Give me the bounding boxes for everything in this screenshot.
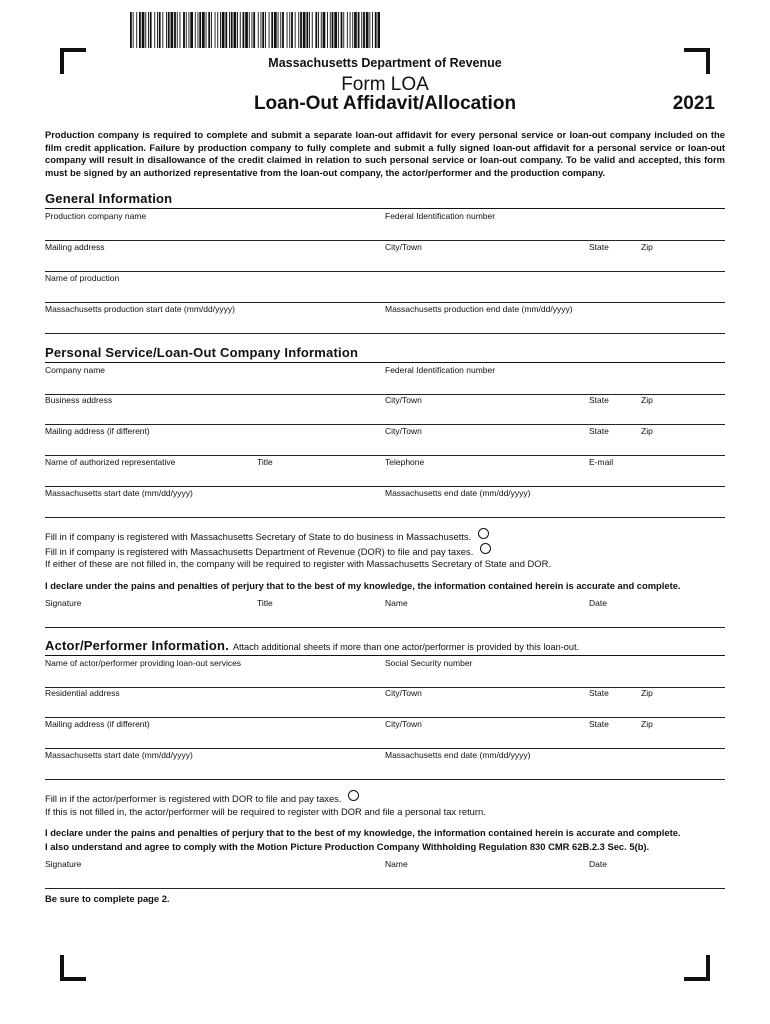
- actor-registration-note: If this is not filled in, the actor/performer will be required to register with DOR and file a personal tax return.: [45, 806, 486, 817]
- dor-registered-line: [45, 543, 491, 557]
- residential-state-label: State: [589, 688, 609, 698]
- production-federal-id-field[interactable]: [385, 222, 719, 239]
- production-zip-field[interactable]: [641, 253, 725, 270]
- actor-start-date-label: Massachusetts start date (mm/dd/yyyy): [45, 750, 193, 760]
- company-end-date-label: Massachusetts end date (mm/dd/yyyy): [385, 488, 531, 498]
- company-start-date-label: Massachusetts start date (mm/dd/yyyy): [45, 488, 193, 498]
- company-sig-title-label: Title: [257, 598, 273, 608]
- company-start-date-field[interactable]: [45, 499, 379, 516]
- actor-mailing-address-field[interactable]: [45, 730, 379, 747]
- business-zip-field[interactable]: [641, 406, 725, 423]
- federal-id-label: Federal Identification number: [385, 211, 496, 221]
- actor-mailing-zip-field[interactable]: [641, 730, 725, 747]
- production-company-name-field[interactable]: [45, 222, 379, 239]
- corner-mark-bottom-right: [684, 955, 710, 981]
- actor-information-heading: [45, 638, 579, 653]
- personal-row-4: [45, 455, 725, 487]
- barcode-image: [128, 12, 380, 48]
- ssn-field[interactable]: [385, 669, 719, 686]
- actor-mailing-city-label: City/Town: [385, 719, 422, 729]
- business-zip-label: Zip: [641, 395, 653, 405]
- zip-label: Zip: [641, 242, 653, 252]
- actor-end-date-label: Massachusetts end date (mm/dd/yyyy): [385, 750, 531, 760]
- personal-row-2: [45, 393, 725, 425]
- company-sig-date-label: Date: [589, 598, 607, 608]
- general-row-2: [45, 240, 725, 272]
- general-information-heading: General Information: [45, 191, 173, 206]
- form-number: Form LOA: [341, 74, 429, 95]
- rep-title-label: Title: [257, 457, 273, 467]
- personal-row-5: [45, 486, 725, 518]
- production-city-field[interactable]: [385, 253, 584, 270]
- production-start-date-field[interactable]: [45, 315, 379, 332]
- company-sig-name-field[interactable]: [385, 609, 584, 626]
- company-mailing-state-field[interactable]: [589, 437, 638, 454]
- actor-sig-date-field[interactable]: [589, 870, 723, 887]
- production-state-field[interactable]: [589, 253, 638, 270]
- actor-name-label: Name of actor/performer providing loan-out services: [45, 658, 242, 668]
- production-end-date-label: Massachusetts production end date (mm/dd/yyyy): [385, 304, 573, 314]
- name-of-production-label: Name of production: [45, 273, 120, 283]
- business-address-field[interactable]: [45, 406, 379, 423]
- sos-registered-radio[interactable]: [478, 528, 489, 539]
- complete-page-2-note: Be sure to complete page 2.: [45, 893, 170, 904]
- company-mailing-zip-label: Zip: [641, 426, 653, 436]
- telephone-field[interactable]: [385, 468, 584, 485]
- actor-dor-radio[interactable]: [348, 790, 359, 801]
- department-name: Massachusetts Department of Revenue: [268, 56, 502, 70]
- actor-declaration-2: I also understand and agree to comply with the Motion Picture Production Company Withholding Regulation 830 CMR 62B.2.3 Sec. 5(b).: [45, 841, 650, 852]
- actor-heading-title: Actor/Performer Information.: [45, 638, 230, 653]
- email-label: E-mail: [589, 457, 614, 467]
- actor-heading-note: Attach additional sheets if more than one actor/performer is provided by this loan-out.: [232, 642, 580, 652]
- residential-zip-field[interactable]: [641, 699, 725, 716]
- actor-signature-row: [45, 857, 725, 889]
- city-town-label: City/Town: [385, 242, 422, 252]
- business-city-label: City/Town: [385, 395, 422, 405]
- actor-mailing-zip-label: Zip: [641, 719, 653, 729]
- dor-registered-text: Fill in if company is registered with Massachusetts Department of Revenue (DOR) to file and pay taxes.: [45, 546, 474, 557]
- company-federal-id-field[interactable]: [385, 376, 719, 393]
- telephone-label: Telephone: [385, 457, 425, 467]
- actor-sig-name-label: Name: [385, 859, 408, 869]
- residential-city-field[interactable]: [385, 699, 584, 716]
- residential-address-field[interactable]: [45, 699, 379, 716]
- production-company-name-label: Production company name: [45, 211, 147, 221]
- company-name-field[interactable]: [45, 376, 379, 393]
- residential-city-label: City/Town: [385, 688, 422, 698]
- residential-address-label: Residential address: [45, 688, 120, 698]
- company-signature-label: Signature: [45, 598, 82, 608]
- authorized-rep-label: Name of authorized representative: [45, 457, 176, 467]
- company-mailing-state-label: State: [589, 426, 609, 436]
- form-title: Loan-Out Affidavit/Allocation: [253, 93, 517, 114]
- personal-service-heading: Personal Service/Loan-Out Company Information: [45, 345, 359, 360]
- business-city-field[interactable]: [385, 406, 584, 423]
- form-year: 2021: [672, 93, 715, 114]
- company-sig-name-label: Name: [385, 598, 408, 608]
- ssn-label: Social Security number: [385, 658, 473, 668]
- production-start-date-label: Massachusetts production start date (mm/dd/yyyy): [45, 304, 235, 314]
- actor-mailing-state-field[interactable]: [589, 730, 638, 747]
- production-mailing-address-field[interactable]: [45, 253, 379, 270]
- dor-registered-radio[interactable]: [480, 543, 491, 554]
- name-of-production-field[interactable]: [45, 284, 719, 301]
- mailing-address-label: Mailing address: [45, 242, 105, 252]
- company-signature-field[interactable]: [45, 609, 254, 626]
- actor-signature-label: Signature: [45, 859, 82, 869]
- actor-row-3: [45, 717, 725, 749]
- business-state-label: State: [589, 395, 609, 405]
- company-sig-title-field[interactable]: [257, 609, 381, 626]
- actor-row-1: [45, 655, 725, 688]
- business-state-field[interactable]: [589, 406, 638, 423]
- registration-note: If either of these are not filled in, the company will be required to register with Massachusetts Secretary of State and DOR.: [45, 558, 551, 569]
- actor-end-date-field[interactable]: [385, 761, 719, 778]
- actor-mailing-state-label: State: [589, 719, 609, 729]
- company-mailing-city-label: City/Town: [385, 426, 422, 436]
- company-mailing-city-field[interactable]: [385, 437, 584, 454]
- residential-state-field[interactable]: [589, 699, 638, 716]
- general-row-1: [45, 208, 725, 241]
- intro-instructions: Production company is required to complete and submit a separate loan-out affidavit for every personal service or loan-out company included on the film credit application. Failure by production company to fully complete and submit a fully signed loan-out affidavit for a personal service or loan-out company will result in disallowance of the credit claimed in relation to such personal service or loan-out company. To be valid and accepted, this form must be signed by an authorized representative from the loan-out company, the actor/performer and the production company.: [45, 129, 725, 178]
- company-mailing-zip-field[interactable]: [641, 437, 725, 454]
- company-sig-date-field[interactable]: [589, 609, 723, 626]
- company-name-label: Company name: [45, 365, 106, 375]
- actor-sig-name-field[interactable]: [385, 870, 584, 887]
- actor-mailing-city-field[interactable]: [385, 730, 584, 747]
- actor-dor-line: [45, 790, 359, 804]
- state-label: State: [589, 242, 609, 252]
- company-mailing-address-label: Mailing address (if different): [45, 426, 150, 436]
- general-row-4: [45, 302, 725, 334]
- sos-registered-text: Fill in if company is registered with Massachusetts Secretary of State to do business in Massachusetts.: [45, 531, 472, 542]
- actor-declaration-1: I declare under the pains and penalties of perjury that to the best of my knowledge, the information contained herein is accurate and complete.: [45, 827, 681, 838]
- personal-row-3: [45, 424, 725, 456]
- personal-row-1: [45, 362, 725, 395]
- actor-mailing-address-label: Mailing address (if different): [45, 719, 150, 729]
- corner-mark-bottom-left: [60, 955, 86, 981]
- company-mailing-address-field[interactable]: [45, 437, 379, 454]
- actor-signature-field[interactable]: [45, 870, 379, 887]
- actor-name-field[interactable]: [45, 669, 379, 686]
- business-address-label: Business address: [45, 395, 113, 405]
- actor-row-2: [45, 686, 725, 718]
- actor-row-4: [45, 748, 725, 780]
- company-end-date-field[interactable]: [385, 499, 719, 516]
- actor-dor-text: Fill in if the actor/performer is registered with DOR to file and pay taxes.: [45, 793, 342, 804]
- actor-sig-date-label: Date: [589, 859, 607, 869]
- company-federal-id-label: Federal Identification number: [385, 365, 496, 375]
- production-end-date-field[interactable]: [385, 315, 719, 332]
- actor-start-date-field[interactable]: [45, 761, 379, 778]
- rep-title-field[interactable]: [257, 468, 381, 485]
- authorized-rep-field[interactable]: [45, 468, 254, 485]
- sos-registered-line: [45, 528, 489, 542]
- general-row-3: [45, 271, 725, 303]
- residential-zip-label: Zip: [641, 688, 653, 698]
- company-declaration: I declare under the pains and penalties of perjury that to the best of my knowledge, the information contained herein is accurate and complete.: [45, 580, 681, 591]
- company-signature-row: [45, 596, 725, 628]
- email-field[interactable]: [589, 468, 723, 485]
